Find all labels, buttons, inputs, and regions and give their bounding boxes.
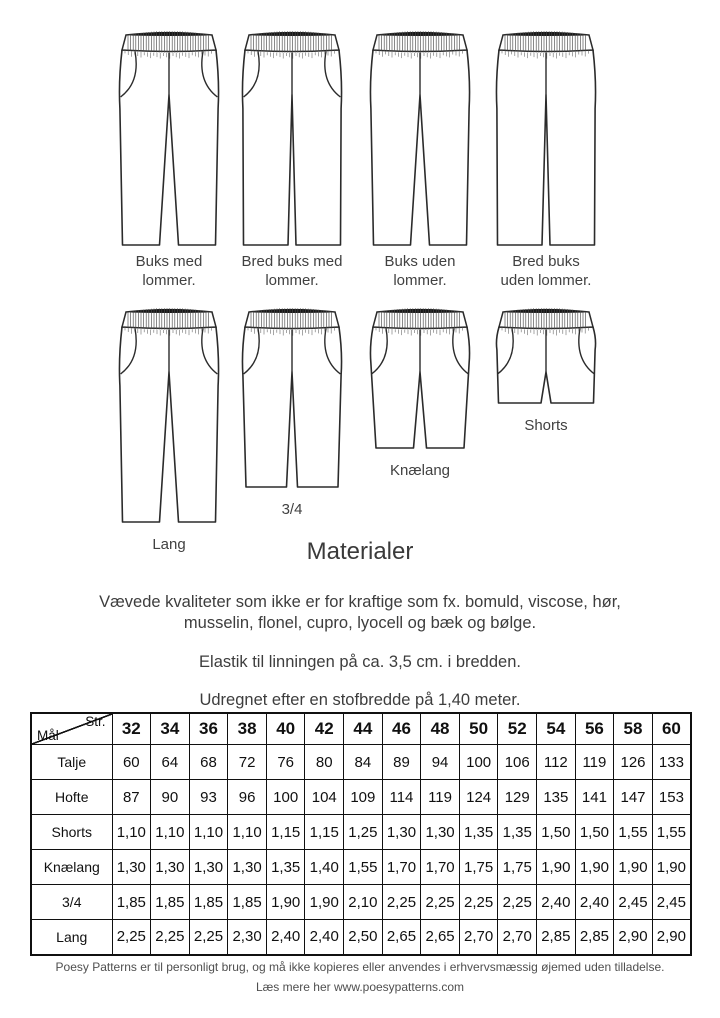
size-value-cell: 90 — [151, 780, 190, 815]
size-column-header: 52 — [498, 713, 537, 745]
size-value-cell: 2,10 — [344, 885, 383, 920]
size-value-cell: 1,55 — [344, 850, 383, 885]
size-value-cell: 76 — [266, 745, 305, 780]
figure-caption: Knælang — [389, 462, 451, 479]
size-value-cell: 2,65 — [382, 920, 421, 955]
size-value-cell: 2,40 — [266, 920, 305, 955]
size-value-cell: 2,25 — [112, 920, 151, 955]
size-value-cell: 104 — [305, 780, 344, 815]
size-value-cell: 119 — [421, 780, 460, 815]
size-table-row — [31, 780, 691, 815]
figure-bred-buks-med-lommer — [229, 28, 355, 290]
size-value-cell: 100 — [266, 780, 305, 815]
figure-caption: Shorts — [524, 417, 568, 434]
size-value-cell: 1,30 — [189, 850, 228, 885]
size-value-cell: 2,25 — [382, 885, 421, 920]
size-value-cell: 1,40 — [305, 850, 344, 885]
footer — [0, 957, 720, 997]
size-value-cell: 2,85 — [575, 920, 614, 955]
size-column-header: 44 — [344, 713, 383, 745]
three-quarter-pants-drawing — [229, 305, 355, 490]
size-table-row — [31, 745, 691, 780]
size-header-row — [31, 713, 691, 745]
size-value-cell: 2,25 — [498, 885, 537, 920]
footer-website-line: Læs mere her www.poesypatterns.com — [255, 980, 465, 994]
size-value-cell: 109 — [344, 780, 383, 815]
size-value-cell: 126 — [614, 745, 653, 780]
size-value-cell: 1,85 — [228, 885, 267, 920]
figure-caption: Bred buks uden lommer. — [500, 253, 592, 289]
size-column-header: 58 — [614, 713, 653, 745]
figure-buks-uden-lommer — [357, 28, 483, 290]
size-value-cell: 153 — [652, 780, 691, 815]
materials-heading: Materialer — [306, 538, 414, 565]
size-value-cell: 68 — [189, 745, 228, 780]
size-value-cell: 1,35 — [498, 815, 537, 850]
size-value-cell: 80 — [305, 745, 344, 780]
size-table-row — [31, 920, 691, 955]
size-value-cell: 129 — [498, 780, 537, 815]
materials-elastic-text: Elastik til linningen på ca. 3,5 cm. i bredden. — [199, 653, 521, 671]
corner-label-str: Str. — [85, 714, 106, 729]
size-value-cell: 1,75 — [498, 850, 537, 885]
size-value-cell: 1,90 — [266, 885, 305, 920]
row-label: Shorts — [31, 815, 112, 850]
pants-drawing-no-pockets — [357, 28, 483, 248]
knee-length-pants-drawing — [357, 305, 483, 451]
shorts-drawing — [483, 305, 609, 406]
size-value-cell: 133 — [652, 745, 691, 780]
figure-knaelang — [357, 305, 483, 481]
size-column-header: 38 — [228, 713, 267, 745]
size-value-cell: 1,30 — [228, 850, 267, 885]
size-value-cell: 1,10 — [228, 815, 267, 850]
size-value-cell: 1,30 — [112, 850, 151, 885]
size-value-cell: 1,10 — [151, 815, 190, 850]
long-pants-drawing — [106, 305, 232, 525]
footer-copyright-line: Poesy Patterns er til personligt brug, og må ikke kopieres eller anvendes i erhvervsmæssig øjemed uden tilladelse. — [55, 960, 665, 974]
size-value-cell: 124 — [459, 780, 498, 815]
figure-bred-buks-uden-lommer — [483, 28, 609, 290]
pants-drawing-with-pockets — [106, 28, 232, 248]
size-value-cell: 96 — [228, 780, 267, 815]
size-value-cell: 1,35 — [459, 815, 498, 850]
figure-caption: Buks uden lommer. — [384, 253, 456, 289]
size-value-cell: 2,25 — [189, 920, 228, 955]
size-column-header: 60 — [652, 713, 691, 745]
figure-caption: Lang — [152, 536, 186, 553]
corner-label-maal: Mål — [37, 728, 59, 743]
size-value-cell: 1,90 — [537, 850, 576, 885]
size-value-cell: 60 — [112, 745, 151, 780]
size-value-cell: 1,50 — [575, 815, 614, 850]
size-value-cell: 2,70 — [459, 920, 498, 955]
size-value-cell: 1,10 — [189, 815, 228, 850]
size-value-cell: 1,70 — [421, 850, 460, 885]
size-value-cell: 1,55 — [614, 815, 653, 850]
size-value-cell: 2,25 — [421, 885, 460, 920]
size-value-cell: 1,90 — [305, 885, 344, 920]
figure-three-quarter — [229, 305, 355, 520]
size-column-header: 48 — [421, 713, 460, 745]
table-corner-cell — [31, 713, 112, 745]
row-label: Talje — [31, 745, 112, 780]
size-value-cell: 2,25 — [151, 920, 190, 955]
figure-caption: 3/4 — [281, 501, 303, 518]
size-column-header: 34 — [151, 713, 190, 745]
size-column-header: 56 — [575, 713, 614, 745]
size-column-header: 40 — [266, 713, 305, 745]
size-table-row — [31, 885, 691, 920]
size-value-cell: 2,85 — [537, 920, 576, 955]
size-column-header: 32 — [112, 713, 151, 745]
size-value-cell: 1,85 — [151, 885, 190, 920]
size-value-cell: 1,55 — [652, 815, 691, 850]
size-value-cell: 1,15 — [305, 815, 344, 850]
size-table-row — [31, 850, 691, 885]
size-value-cell: 93 — [189, 780, 228, 815]
size-value-cell: 2,45 — [614, 885, 653, 920]
size-value-cell: 1,10 — [112, 815, 151, 850]
size-column-header: 54 — [537, 713, 576, 745]
size-table-row — [31, 815, 691, 850]
row-label: Lang — [31, 920, 112, 955]
size-column-header: 36 — [189, 713, 228, 745]
wide-pants-drawing-with-pockets — [229, 28, 355, 248]
size-value-cell: 2,50 — [344, 920, 383, 955]
figure-caption: Buks med lommer. — [135, 253, 203, 289]
figure-caption: Bred buks med lommer. — [241, 253, 343, 289]
size-value-cell: 147 — [614, 780, 653, 815]
figure-buks-med-lommer — [106, 28, 232, 290]
materials-fabrics-text: Vævede kvaliteter som ikke er for kraftige som fx. bomuld, viscose, hør, musselin, flonel, cupro, lyocell og bæk og bølge. — [99, 593, 621, 632]
size-value-cell: 1,30 — [382, 815, 421, 850]
row-label: 3/4 — [31, 885, 112, 920]
size-value-cell: 1,25 — [344, 815, 383, 850]
size-value-cell: 135 — [537, 780, 576, 815]
row-label: Hofte — [31, 780, 112, 815]
size-value-cell: 141 — [575, 780, 614, 815]
size-value-cell: 119 — [575, 745, 614, 780]
figure-shorts — [483, 305, 609, 436]
size-value-cell: 2,90 — [652, 920, 691, 955]
size-value-cell: 1,30 — [421, 815, 460, 850]
size-table — [30, 712, 692, 956]
size-value-cell: 1,90 — [575, 850, 614, 885]
size-value-cell: 2,65 — [421, 920, 460, 955]
size-value-cell: 2,25 — [459, 885, 498, 920]
size-value-cell: 1,90 — [652, 850, 691, 885]
size-value-cell: 1,70 — [382, 850, 421, 885]
size-value-cell: 1,35 — [266, 850, 305, 885]
wide-pants-drawing-no-pockets — [483, 28, 609, 248]
row-label: Knælang — [31, 850, 112, 885]
size-value-cell: 1,90 — [614, 850, 653, 885]
size-column-header: 42 — [305, 713, 344, 745]
size-column-header: 46 — [382, 713, 421, 745]
size-value-cell: 1,15 — [266, 815, 305, 850]
size-value-cell: 2,90 — [614, 920, 653, 955]
size-value-cell: 2,45 — [652, 885, 691, 920]
size-value-cell: 2,40 — [575, 885, 614, 920]
size-value-cell: 87 — [112, 780, 151, 815]
size-value-cell: 1,85 — [189, 885, 228, 920]
size-value-cell: 2,40 — [537, 885, 576, 920]
size-value-cell: 1,75 — [459, 850, 498, 885]
size-value-cell: 2,40 — [305, 920, 344, 955]
materials-fabric-width-text: Udregnet efter en stofbredde på 1,40 meter. — [199, 691, 521, 709]
size-value-cell: 106 — [498, 745, 537, 780]
size-value-cell: 112 — [537, 745, 576, 780]
size-value-cell: 1,30 — [151, 850, 190, 885]
size-value-cell: 100 — [459, 745, 498, 780]
size-value-cell: 94 — [421, 745, 460, 780]
size-value-cell: 89 — [382, 745, 421, 780]
figure-lang — [106, 305, 232, 555]
size-value-cell: 2,70 — [498, 920, 537, 955]
size-value-cell: 1,85 — [112, 885, 151, 920]
size-value-cell: 72 — [228, 745, 267, 780]
size-value-cell: 64 — [151, 745, 190, 780]
size-value-cell: 2,30 — [228, 920, 267, 955]
size-value-cell: 114 — [382, 780, 421, 815]
size-value-cell: 1,50 — [537, 815, 576, 850]
size-value-cell: 84 — [344, 745, 383, 780]
size-column-header: 50 — [459, 713, 498, 745]
materials-section — [0, 539, 720, 711]
